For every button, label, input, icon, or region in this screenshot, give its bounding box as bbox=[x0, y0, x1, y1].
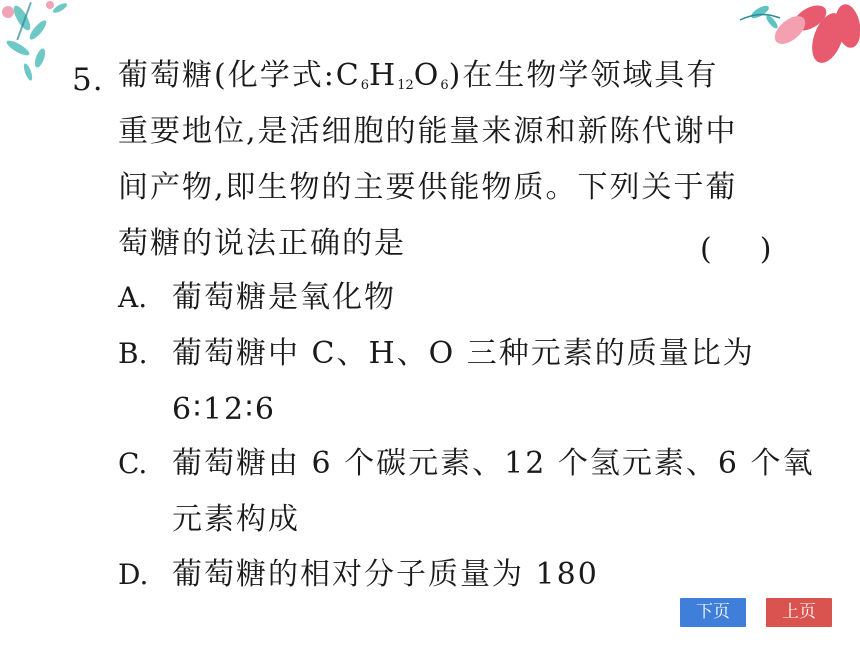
option-c-text: 葡萄糖由 6 个碳元素、12 个氢元素、6 个氧 bbox=[172, 446, 815, 481]
question-number: 5. bbox=[72, 62, 104, 98]
option-d-text: 葡萄糖的相对分子质量为 180 bbox=[172, 557, 599, 592]
previous-page-button[interactable]: 上页 bbox=[766, 598, 832, 627]
option-c-text-cont: 元素构成 bbox=[172, 502, 300, 537]
question-stem-line-1: 葡萄糖(化学式$:C_6H_{12}O_6$)在生物学领域具有 bbox=[118, 58, 719, 93]
option-b-letter: B. bbox=[118, 337, 148, 370]
option-b-text-cont: 6∶12∶6 bbox=[172, 392, 276, 427]
option-a-letter: A. bbox=[118, 281, 148, 314]
question-stem-line-2: 重要地位,是活细胞的能量来源和新陈代谢中 bbox=[118, 114, 738, 149]
question-stem-line-3: 间产物,即生物的主要供能物质。下列关于葡 bbox=[118, 170, 738, 205]
next-page-button[interactable]: 下页 bbox=[680, 598, 746, 627]
option-b-text: 葡萄糖中 C、H、O 三种元素的质量比为 bbox=[172, 336, 755, 371]
option-a-text: 葡萄糖是氧化物 bbox=[172, 280, 396, 315]
question-stem-line-4: 萄糖的说法正确的是 bbox=[118, 226, 406, 261]
option-d-letter: D. bbox=[118, 558, 149, 591]
option-c-letter: C. bbox=[118, 447, 148, 480]
answer-bracket: () bbox=[700, 232, 820, 267]
flower-decoration-right-icon bbox=[720, 0, 860, 75]
